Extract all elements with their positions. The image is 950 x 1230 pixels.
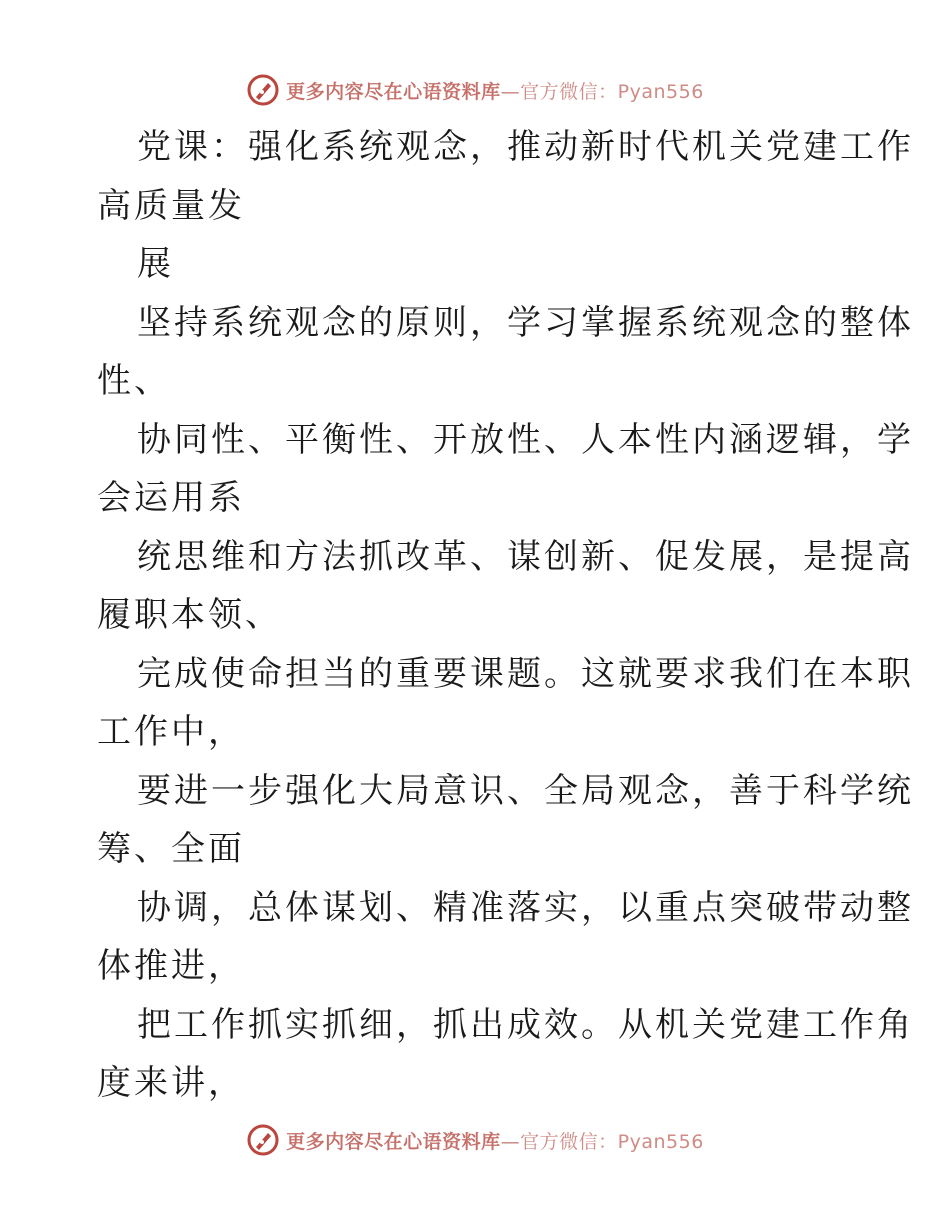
paragraph-line: 坚持系统观念的原则，学习掌握系统观念的整体 xyxy=(137,302,914,343)
paragraph-line: 工作中， xyxy=(97,712,245,752)
title-line-3: 展 xyxy=(137,244,174,284)
watermark-text xyxy=(286,77,704,104)
paragraph-line: 体推进， xyxy=(97,946,245,986)
paragraph-line: 性、 xyxy=(97,361,171,401)
watermark-separator: — xyxy=(500,1130,521,1153)
paragraph-line: 协调，总体谋划、精准落实，以重点突破带动整 xyxy=(137,887,914,928)
document-body xyxy=(97,118,914,1113)
paragraph-line: 度来讲， xyxy=(97,1063,245,1103)
watermark-brand: 更多内容尽在心语资料库 xyxy=(286,80,501,103)
watermark-text xyxy=(286,1127,704,1154)
pen-nib-logo-icon xyxy=(246,73,280,107)
paragraph-line: 协同性、平衡性、开放性、人本性内涵逻辑，学 xyxy=(137,419,914,460)
paragraph-line: 履职本领、 xyxy=(97,595,282,635)
watermark-header xyxy=(0,70,950,110)
watermark-footer xyxy=(0,1120,950,1160)
watermark-contact: 官方微信：Pyan556 xyxy=(520,1130,704,1153)
watermark-brand: 更多内容尽在心语资料库 xyxy=(286,1130,501,1153)
watermark-contact: 官方微信：Pyan556 xyxy=(520,80,704,103)
pen-nib-logo-icon xyxy=(246,1123,280,1157)
paragraph-line: 完成使命担当的重要课题。这就要求我们在本职 xyxy=(137,653,914,694)
paragraph-line: 统思维和方法抓改革、谋创新、促发展，是提高 xyxy=(137,536,914,577)
paragraph-line: 要进一步强化大局意识、全局观念，善于科学统 xyxy=(137,770,914,811)
title-line-1: 党课：强化系统观念，推动新时代机关党建工作 xyxy=(137,127,914,167)
paragraph-line: 筹、全面 xyxy=(97,829,245,869)
title-line-2: 高质量发 xyxy=(97,185,245,226)
paragraph-line: 把工作抓实抓细，抓出成效。从机关党建工作角 xyxy=(137,1004,914,1045)
watermark-separator: — xyxy=(500,80,521,103)
paragraph-line: 会运用系 xyxy=(97,478,245,518)
